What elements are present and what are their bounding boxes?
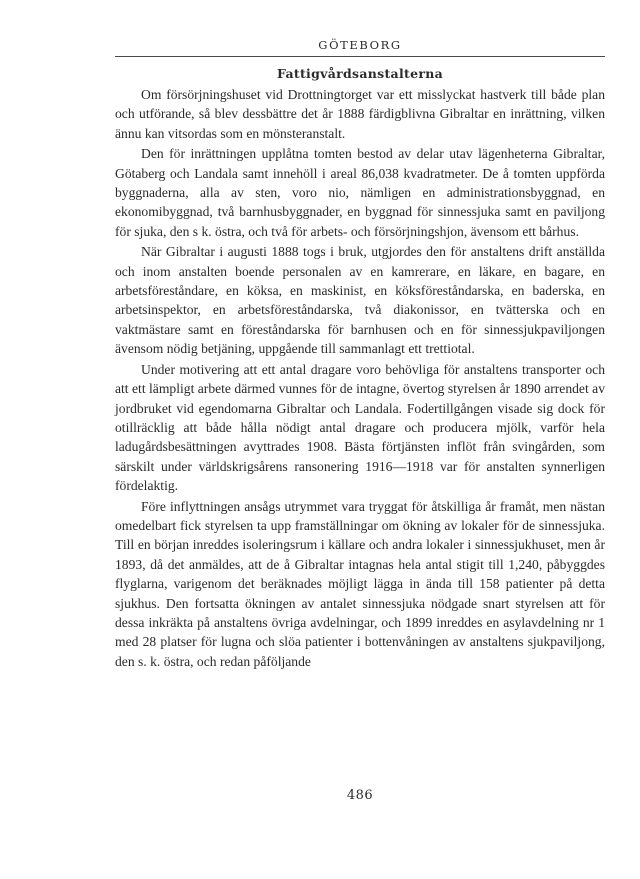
paragraph: Den för inrättningen upplåtna tomten bestod av delar utav lägenheterna Gibraltar, Götaberg och Landala samt innehöll i areal 86,038 kvadratmeter. De å tomten uppförda byggnaderna, alla av sten, voro nio, nämligen en administrationsbyggnad, en ekonomibyggnad, två barnhusbyggnader, en byggnad för sinnessjuka samt en paviljong för sjuka, den s k. östra, och två för arbets- och försörjningshjon, ävensom ett bårhus. xyxy=(115,146,605,239)
section-heading: Fattigvårdsanstalterna xyxy=(277,66,443,81)
running-head: GÖTEBORG xyxy=(318,38,402,52)
paragraph: Före inflyttningen ansågs utrymmet vara tryggat för åtskilliga år framåt, men nästan omedelbart fick styrelsen ta upp framställningar om ökning av lokaler för de sinnessjuka. Till en början inreddes isoleringsrum i källare och andra lokaler i sinnessjukhuset, men år 1893, då det anmäldes, att de å Gibraltar intagnas hela antal stigit till 1,240, påbyggdes flyglarna, varigenom det beräknades möjligt lägga in ända till 158 patienter på detta sjukhus. Den fortsatta ökningen av antalet sinnessjuka nödgade snart styrelsen att för dessa inkräkta på anstaltens övriga avdelningar, och 1899 inreddes en asylavdelning nr 1 med 28 platser för lugna och slöa patienter i bottenvåningen av anstaltens sjukpaviljong, den s. k. östra, och redan påföljande xyxy=(115,498,605,669)
paragraph: När Gibraltar i augusti 1888 togs i bruk, utgjordes den för anstaltens drift anställda och inom anstalten boende personalen av en kamrerare, en läkare, en bagare, en arbetsföreståndare, en köksa, en maskinist, en köksföreståndarska, en baderska, en arbetsinspektor, en arbetsföreståndarska, två diakonissor, en tvätterska och en vaktmästare samt en föreståndarska för barnhusen och en för sinnessjukpaviljongen ävensom nödig betjäning, uppgående till sammanlagt ett trettiotal. xyxy=(115,244,605,357)
page-number: 486 xyxy=(346,788,374,803)
header-rule xyxy=(115,56,605,57)
body-text xyxy=(115,85,605,671)
paragraph: Om försörjningshuset vid Drottningtorget var ett misslyckat hastverk till både plan och utförande, så blev dessbättre det år 1888 färdigblivna Gibraltar en inrättning, vilken ännu kan vitsordas som en mönsteranstalt. xyxy=(115,87,605,141)
paragraph: Under motivering att ett antal dragare voro behövliga för anstaltens transporter och att ett lämpligt arbete därmed vunnes för de intagne, övertog styrelsen år 1890 arrendet av jordbruket vid egendomarna Gibraltar och Landala. Fodertillgången visade sig dock för otillräcklig att både hålla nödigt antal dragare och producera mjölk, varför hela ladugårdsbesättningen avyttrades 1908. Bästa förtjänsten inflöt från svingården, som särskilt under världskrigsårens ransonering 1916—1918 var för anstalten synnerligen fördelaktig. xyxy=(115,361,605,494)
